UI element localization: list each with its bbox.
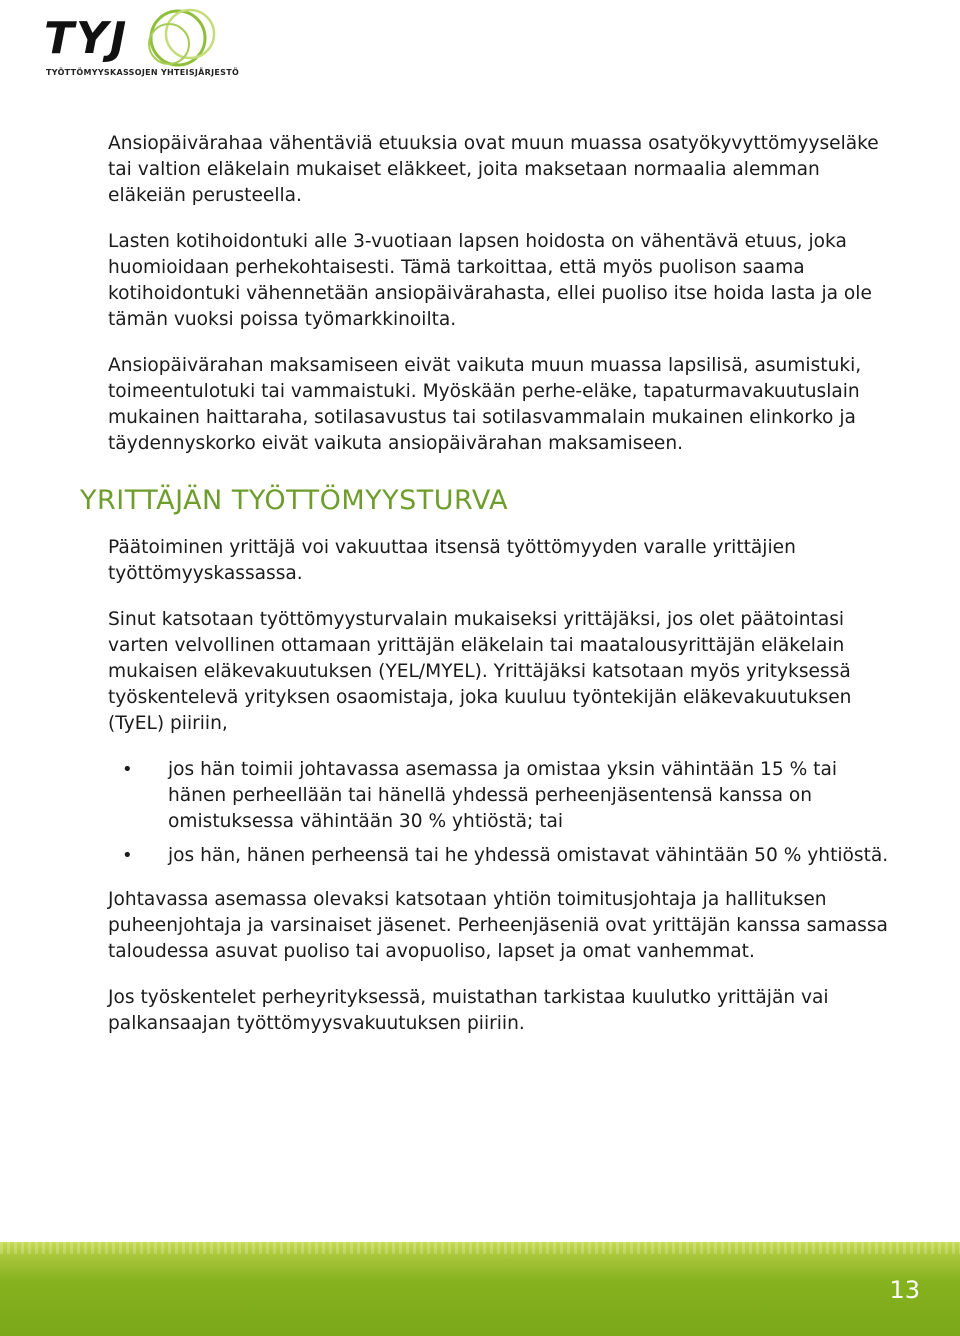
bullet-icon: • <box>122 845 133 866</box>
section-heading: YRITTÄJÄN TYÖTTÖMYYSTURVA <box>80 485 509 516</box>
paragraph: Ansiopäivärahaa vähentäviä etuuksia ovat muun muassa osatyökyvyttömyyseläke tai valtion eläkelain mukaiset eläkkeet, joita maksetaan normaalia alemman eläkeiän perusteella. <box>108 133 879 206</box>
logo-subtitle: TYÖTTÖMYYSKASSOJEN YHTEISJÄRJESTÖ <box>46 68 240 77</box>
bullet-icon: • <box>122 759 133 780</box>
paragraph: Lasten kotihoidontuki alle 3-vuotiaan lapsen hoidosta on vähentävä etuus, joka huomioidaan perhekohtaisesti. Tämä tarkoittaa, että myös puolison saama kotihoidontuki vähennetään ansiopäivärahasta, ellei puoliso itse hoida lasta ja ole tämän vuoksi poissa työmarkkinoilta. <box>108 231 872 330</box>
tyj-logo <box>40 4 240 80</box>
list-item <box>108 757 898 835</box>
bullet-list <box>108 757 898 869</box>
page-number: 13 <box>889 1276 920 1304</box>
paragraph: Johtavassa asemassa olevaksi katsotaan yhtiön toimitusjohtaja ja hallituksen puheenjohtaja ja varsinaiset jäsenet. Perheenjäseniä ovat yrittäjän kanssa samassa taloudessa asuvat puoliso tai avopuoliso, lapset ja omat vanhemmat. <box>108 889 888 962</box>
paragraph: Päätoiminen yrittäjä voi vakuuttaa itsensä työttömyyden varalle yrittäjien työttömyyskassassa. <box>108 537 796 584</box>
list-item-text: jos hän toimii johtavassa asemassa ja omistaa yksin vähintään 15 % tai hänen perheellään tai hänellä yhdessä perheenjäsentensä kanssa on omistuksessa vähintään 30 % yhtiöstä; tai <box>168 759 838 832</box>
list-item-text: jos hän, hänen perheensä tai he yhdessä omistavat vähintään 50 % yhtiöstä. <box>168 845 889 866</box>
footer-band <box>0 1242 960 1336</box>
list-item <box>108 843 898 869</box>
paragraph: Ansiopäivärahan maksamiseen eivät vaikuta muun muassa lapsilisä, asumistuki, toimeentulotuki tai vammaistuki. Myöskään perhe-eläke, tapaturmavakuutuslain mukainen haittaraha, sotilasavustus tai sotilasvammalain mukainen elinkorko ja täydennyskorko eivät vaikuta ansiopäivärahan maksamiseen. <box>108 355 862 454</box>
logo-wordmark: TYJ <box>44 13 129 64</box>
paragraph: Jos työskentelet perheyrityksessä, muistathan tarkistaa kuulutko yrittäjän vai palkansaajan työttömyysvakuutuksen piiriin. <box>108 987 829 1034</box>
page-content <box>80 131 898 1057</box>
footer-band-texture <box>0 1242 960 1254</box>
paragraph: Sinut katsotaan työttömyysturvalain mukaiseksi yrittäjäksi, jos olet päätointasi varten velvollinen ottamaan yrittäjän eläkelain tai maatalousyrittäjän eläkelain mukaisen eläkevakuutuksen (YEL/MYEL). Yrittäjäksi katsotaan myös yrityksessä työskentelevä yrityksen osaomistaja, joka kuuluu työntekijän eläkevakuutuksen (TyEL) piiriin, <box>108 609 852 734</box>
